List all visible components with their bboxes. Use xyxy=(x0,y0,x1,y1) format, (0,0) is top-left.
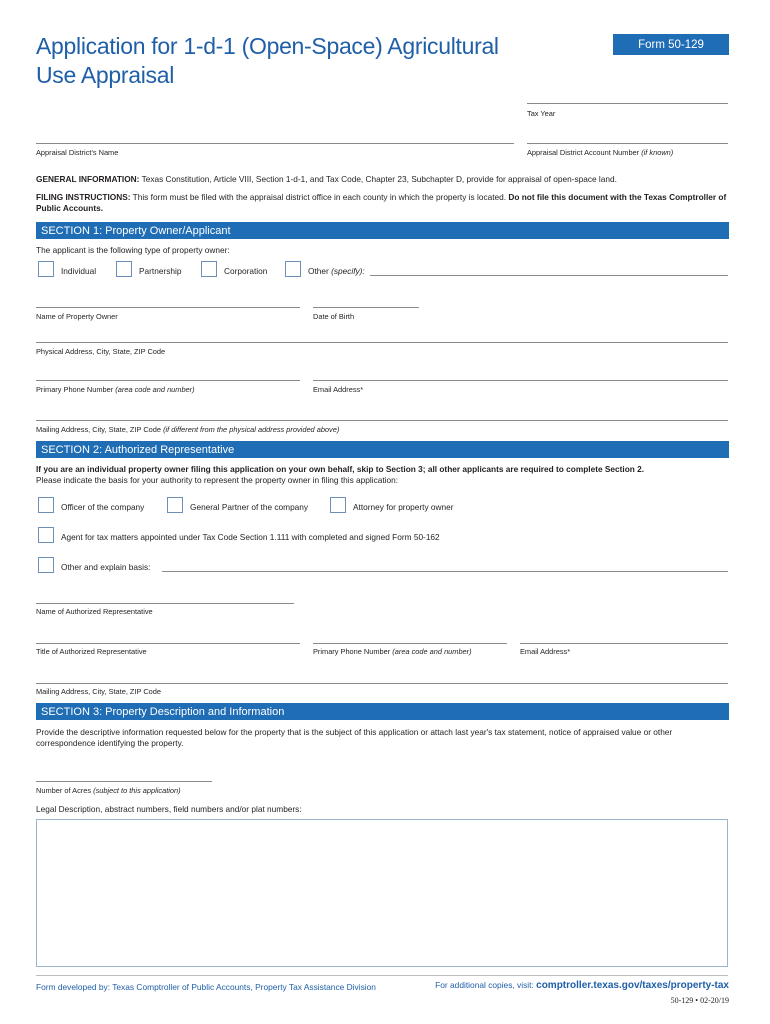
checkbox-officer[interactable] xyxy=(38,497,54,513)
checkbox-corporation[interactable] xyxy=(201,261,217,277)
owner-mailing-label xyxy=(36,425,339,434)
rep-mailing-field[interactable] xyxy=(36,683,728,684)
footer-url-link[interactable]: comptroller.texas.gov/taxes/property-tax xyxy=(536,980,729,991)
label-other-basis: Other and explain basis: xyxy=(61,562,151,572)
footer-right xyxy=(435,980,729,991)
label-other xyxy=(308,266,365,276)
section1-intro: The applicant is the following type of property owner: xyxy=(36,245,230,255)
district-name-label: Appraisal District's Name xyxy=(36,148,119,157)
acres-text: Number of Acres xyxy=(36,786,92,795)
label-corporation: Corporation xyxy=(224,266,268,276)
general-info-text: Texas Constitution, Article VIII, Section 1-d-1, and Tax Code, Chapter 23, Subchapter D, provide for appraisal of open-space land. xyxy=(141,174,617,184)
acres-label xyxy=(36,786,181,795)
form-number-badge: Form 50-129 xyxy=(613,34,729,55)
section3-intro: Provide the descriptive information requested below for the property that is the subject of this application or attach last year's tax statement, notice of appraised value or other correspondence identifying the property. xyxy=(36,727,673,748)
filing-label: FILING INSTRUCTIONS: xyxy=(36,192,131,202)
legal-description-box[interactable] xyxy=(36,819,728,967)
section2-header: SECTION 2: Authorized Representative xyxy=(36,441,729,458)
owner-phone-field[interactable] xyxy=(36,380,300,381)
rep-phone-note: (area code and number) xyxy=(392,647,472,656)
dob-label: Date of Birth xyxy=(313,312,355,321)
account-number-label xyxy=(527,148,673,157)
tax-year-field[interactable] xyxy=(527,103,728,104)
tax-year-label: Tax Year xyxy=(527,109,556,118)
owner-name-field[interactable] xyxy=(36,307,300,308)
label-general-partner: General Partner of the company xyxy=(190,502,309,512)
footer-divider xyxy=(36,975,728,976)
label-other-note: (specify): xyxy=(331,266,365,276)
label-partnership: Partnership xyxy=(139,266,182,276)
checkbox-other[interactable] xyxy=(285,261,301,277)
checkbox-agent[interactable] xyxy=(38,527,54,543)
section1-header: SECTION 1: Property Owner/Applicant xyxy=(36,222,729,239)
other-basis-field[interactable] xyxy=(162,571,728,572)
filing-instructions xyxy=(36,192,729,214)
section2-intro xyxy=(36,464,729,486)
rep-title-label: Title of Authorized Representative xyxy=(36,647,147,656)
checkbox-attorney[interactable] xyxy=(330,497,346,513)
section3-header: SECTION 3: Property Description and Information xyxy=(36,703,729,720)
acres-field[interactable] xyxy=(36,781,212,782)
owner-mailing-text: Mailing Address, City, State, ZIP Code xyxy=(36,425,162,434)
acres-note: (subject to this application) xyxy=(93,786,181,795)
physical-address-field[interactable] xyxy=(36,342,728,343)
district-name-field[interactable] xyxy=(36,143,514,144)
rep-title-field[interactable] xyxy=(36,643,300,644)
rep-name-label: Name of Authorized Representative xyxy=(36,607,153,616)
checkbox-general-partner[interactable] xyxy=(167,497,183,513)
label-other-text: Other xyxy=(308,266,329,276)
label-individual: Individual xyxy=(61,266,97,276)
checkbox-individual[interactable] xyxy=(38,261,54,277)
rep-phone-label xyxy=(313,647,472,656)
section2-bold-intro: If you are an individual property owner filing this application on your own behalf, skip to Section 3; all other applicants are required to complete Section 2. xyxy=(36,464,645,474)
owner-mailing-note: (if different from the physical address provided above) xyxy=(163,425,340,434)
account-number-text: Appraisal District Account Number xyxy=(527,148,640,157)
form-title-line2: Use Appraisal xyxy=(36,62,175,88)
footer-form-code: 50-129 • 02-20/19 xyxy=(670,996,729,1005)
owner-email-field[interactable] xyxy=(313,380,728,381)
rep-phone-field[interactable] xyxy=(313,643,507,644)
owner-mailing-field[interactable] xyxy=(36,420,728,421)
rep-mailing-label: Mailing Address, City, State, ZIP Code xyxy=(36,687,162,696)
rep-phone-text: Primary Phone Number xyxy=(313,647,391,656)
form-title-line1: Application for 1-d-1 (Open-Space) Agricultural xyxy=(36,33,499,59)
rep-email-label: Email Address* xyxy=(520,647,571,656)
legal-description-label: Legal Description, abstract numbers, field numbers and/or plat numbers: xyxy=(36,804,302,814)
dob-field[interactable] xyxy=(313,307,419,308)
section2-intro-text: Please indicate the basis for your authority to represent the property owner in filing this application: xyxy=(36,475,399,485)
other-specify-field[interactable] xyxy=(370,275,728,276)
footer-left: Form developed by: Texas Comptroller of Public Accounts, Property Tax Assistance Division xyxy=(36,982,376,992)
label-attorney: Attorney for property owner xyxy=(353,502,454,512)
account-number-field[interactable] xyxy=(527,143,728,144)
rep-email-field[interactable] xyxy=(520,643,728,644)
owner-email-label: Email Address* xyxy=(313,385,364,394)
owner-phone-note: (area code and number) xyxy=(115,385,195,394)
filing-bold-text: Do not file this document with the Texas Comptroller of Public Accounts. xyxy=(36,192,727,213)
owner-phone-text: Primary Phone Number xyxy=(36,385,114,394)
owner-phone-label xyxy=(36,385,195,394)
label-officer: Officer of the company xyxy=(61,502,145,512)
filing-text: This form must be filed with the appraisal district office in each county in which the property is located. xyxy=(132,192,507,202)
rep-name-field[interactable] xyxy=(36,603,294,604)
form-title xyxy=(36,32,526,90)
physical-address-label: Physical Address, City, State, ZIP Code xyxy=(36,347,166,356)
label-agent: Agent for tax matters appointed under Tax Code Section 1.111 with completed and signed Form 50-162 xyxy=(61,532,440,542)
checkbox-partnership[interactable] xyxy=(116,261,132,277)
checkbox-other-basis[interactable] xyxy=(38,557,54,573)
general-information xyxy=(36,174,729,185)
general-info-label: GENERAL INFORMATION: xyxy=(36,174,140,184)
account-number-note: (if known) xyxy=(641,148,674,157)
owner-name-label: Name of Property Owner xyxy=(36,312,118,321)
footer-right-prefix: For additional copies, visit: xyxy=(435,980,534,990)
